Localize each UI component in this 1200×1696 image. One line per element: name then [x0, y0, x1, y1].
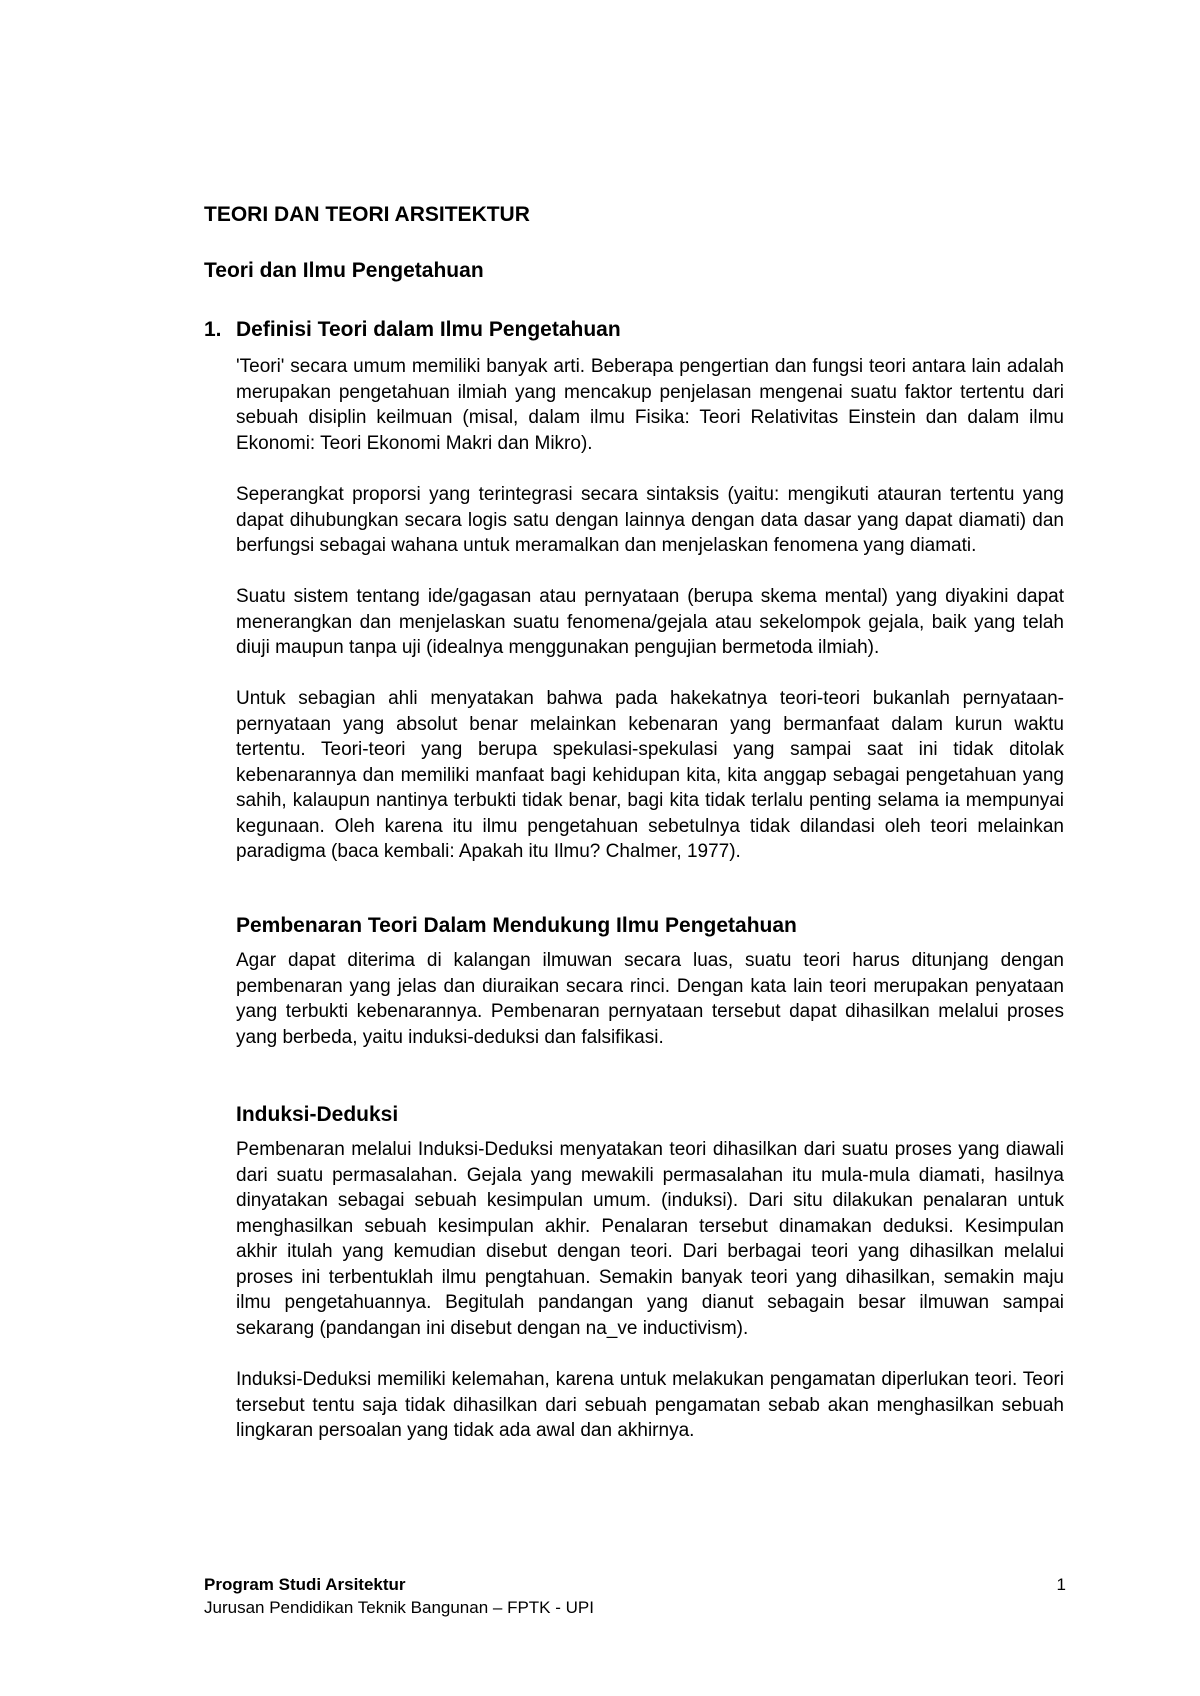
document-title: TEORI DAN TEORI ARSITEKTUR	[204, 203, 530, 226]
footer-program: Program Studi Arsitektur	[204, 1575, 406, 1594]
page-number: 1	[1056, 1575, 1066, 1594]
paragraph: Untuk sebagian ahli menyatakan bahwa pada hakekatnya teori-teori bukanlah pernyataan-pernyataan yang absolut benar melainkan kebenaran yang bermanfaat dalam kurun waktu tertentu. Teori-teori yang berupa spekulasi-spekulasi yang sampai saat ini tidak ditolak kebenarannya dan memiliki manfaat bagi kehidupan kita, kita anggap sebagai pengetahuan yang sahih, kalaupun nantinya terbukti tidak benar, bagi kita tidak terlalu penting selama ia mempunyai kegunaan. Oleh karena itu ilmu pengetahuan sebetulnya tidak dilandasi oleh teori melainkan paradigma (baca kembali: Apakah itu Ilmu? Chalmer, 1977).	[236, 688, 1064, 862]
paragraph: Suatu sistem tentang ide/gagasan atau pernyataan (berupa skema mental) yang diyakini dapat menerangkan dan menjelaskan suatu fenomena/gejala atau sekelompok gejala, baik yang telah diuji maupun tanpa uji (idealnya menggunakan pengujian bermetoda ilmiah).	[236, 586, 1064, 658]
paragraph: Induksi-Deduksi memiliki kelemahan, karena untuk melakukan pengamatan diperlukan teori. Teori tersebut tentu saja tidak dihasilkan dari sebuah pengamatan sebab akan menghasilkan sebuah lingkaran persoalan yang tidak ada awal dan akhirnya.	[236, 1369, 1064, 1441]
section-1-heading	[204, 318, 621, 342]
document-subtitle: Teori dan Ilmu Pengetahuan	[204, 259, 484, 282]
footer-department: Jurusan Pendidikan Teknik Bangunan – FPTK - UPI	[204, 1598, 594, 1617]
section-number: 1.	[204, 318, 222, 341]
paragraph: Seperangkat proporsi yang terintegrasi secara sintaksis (yaitu: mengikuti atauran tertentu yang dapat dihubungkan secara logis satu dengan lainnya dengan data dasar yang dapat diamati) dan berfungsi sebagai wahana untuk meramalkan dan menjelaskan fenomena yang diamati.	[236, 484, 1064, 556]
paragraph: 'Teori' secara umum memiliki banyak arti. Beberapa pengertian dan fungsi teori antara lain adalah merupakan pengetahuan ilmiah yang mencakup penjelasan mengenai suatu faktor tertentu dari sebuah disiplin keilmuan (misal, dalam ilmu Fisika: Teori Relativitas Einstein dan dalam ilmu Ekonomi: Teori Ekonomi Makri dan Mikro).	[236, 356, 1064, 454]
section-2-heading: Pembenaran Teori Dalam Mendukung Ilmu Pengetahuan	[236, 914, 797, 937]
section-1-heading-text: Definisi Teori dalam Ilmu Pengetahuan	[236, 318, 621, 341]
paragraph: Agar dapat diterima di kalangan ilmuwan secara luas, suatu teori harus ditunjang dengan pembenaran yang jelas dan diuraikan secara rinci. Dengan kata lain teori merupakan penyataan yang terbukti kebenarannya. Pembenaran pernyataan tersebut dapat dihasilkan melalui proses yang berbeda, yaitu induksi-deduksi dan falsifikasi.	[236, 950, 1064, 1048]
section-3-heading: Induksi-Deduksi	[236, 1103, 399, 1126]
paragraph: Pembenaran melalui Induksi-Deduksi menyatakan teori dihasilkan dari suatu proses yang diawali dari suatu permasalahan. Gejala yang mewakili permasalahan itu mula-mula diamati, hasilnya dinyatakan sebagai sebuah kesimpulan umum. (induksi). Dari situ dilakukan penalaran untuk menghasilkan sebuah kesimpulan akhir. Penalaran tersebut dinamakan deduksi. Kesimpulan akhir itulah yang kemudian disebut dengan teori. Dari berbagai teori yang dihasilkan melalui proses ini terbentuklah ilmu pengtahuan. Semakin banyak teori yang dihasilkan, semakin maju ilmu pengetahuannya. Begitulah pandangan yang dianut sebagain besar ilmuwan sampai sekarang (pandangan ini disebut dengan na_ve inductivism).	[236, 1139, 1064, 1339]
